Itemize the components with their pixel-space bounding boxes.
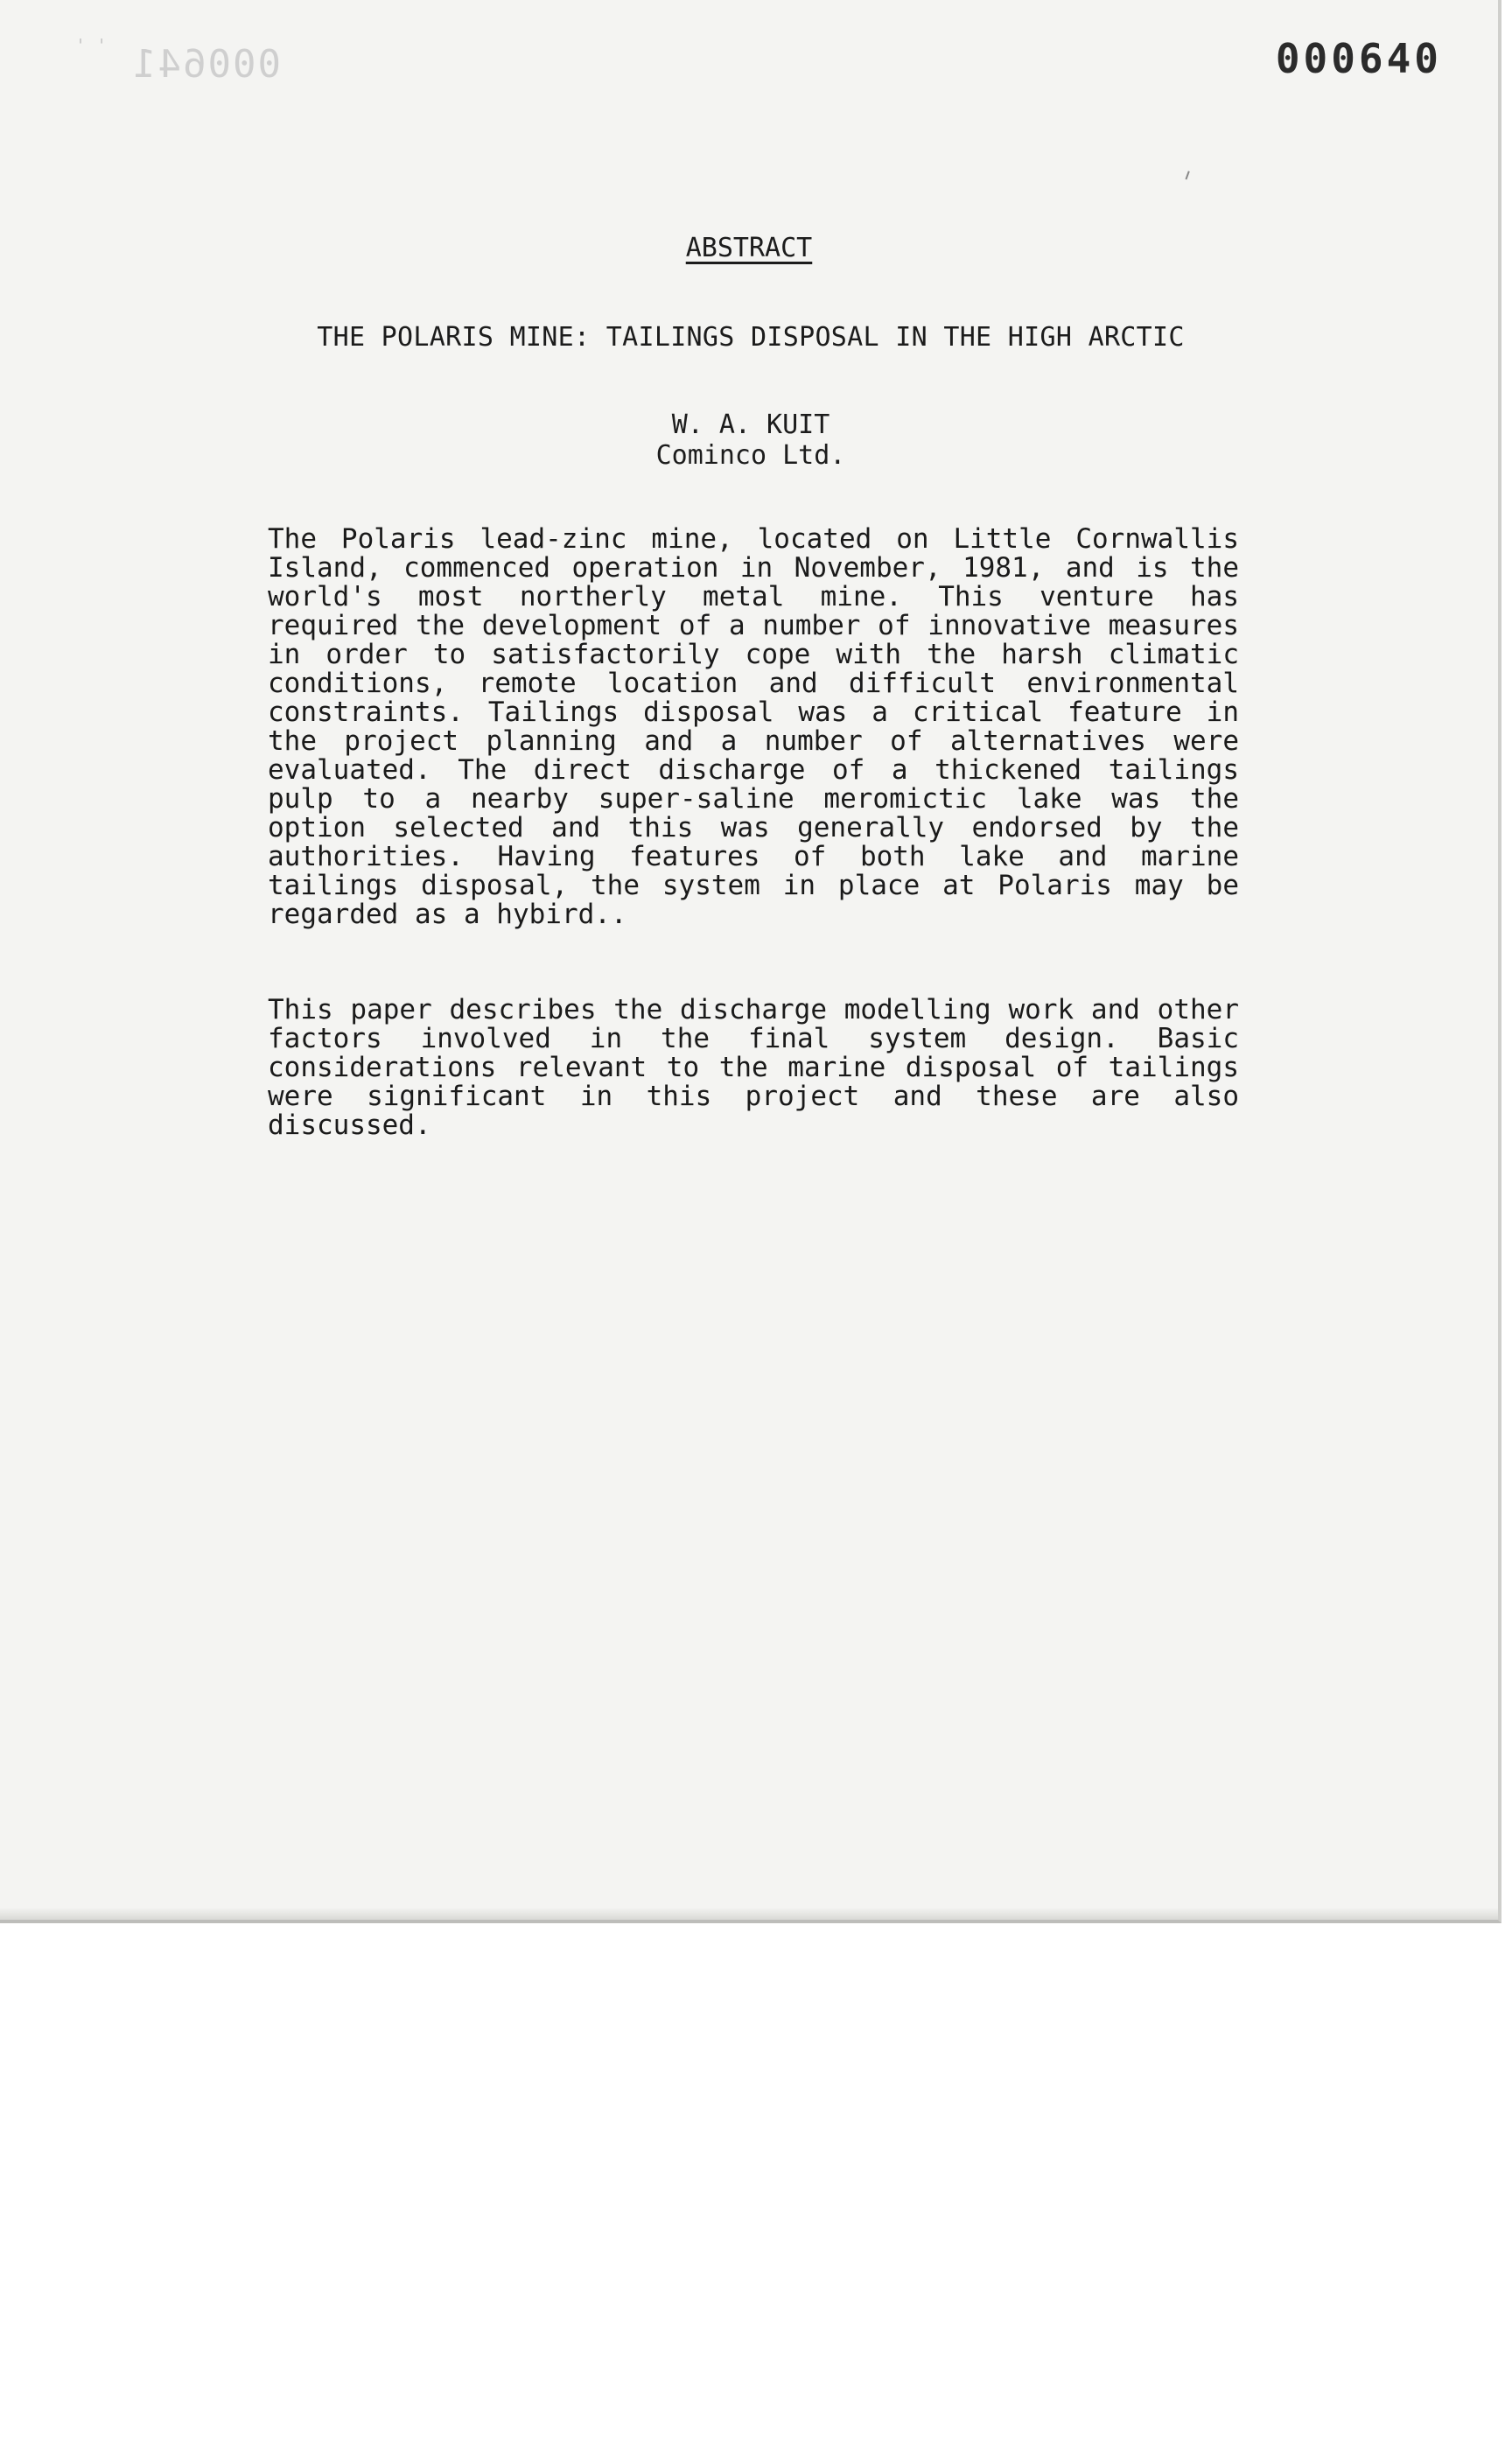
scan-speck	[1185, 171, 1193, 180]
author-name: W. A. KUIT	[671, 410, 830, 440]
paper-title: THE POLARIS MINE: TAILINGS DISPOSAL IN THE HIGH ARCTIC	[317, 322, 1185, 353]
page-number-stamp: 000640	[1275, 35, 1442, 82]
abstract-paragraph-2: This paper describes the discharge modelling work and other factors involved in the final system design. Basic considerations relevant to the marine disposal of tailings were significant in this project and these are also discussed.	[268, 994, 1239, 1141]
abstract-paragraph-1: The Polaris lead-zinc mine, located on Little Cornwallis Island, commenced operation in November, 1981, and is the world's most northerly metal mine. This venture has required the development of a number of innovative measures in order to satisfactorily cope with the harsh climatic conditions, remote location and difficult environmental constraints. Tailings disposal was a critical feature in the project planning and a number of alternatives were evaluated. The direct discharge of a thickened tailings pulp to a nearby super-saline meromictic lake was the option selected and this was generally endorsed by the authorities. Having features of both lake and marine tailings disposal, the system in place at Polaris may be regarded as a hybird..	[268, 523, 1239, 930]
scan-mark: ' '	[75, 35, 108, 56]
author-affiliation: Cominco Ltd.	[655, 440, 846, 471]
bleed-through-page-number: 000641	[131, 42, 281, 87]
section-label: ABSTRACT	[685, 233, 813, 263]
